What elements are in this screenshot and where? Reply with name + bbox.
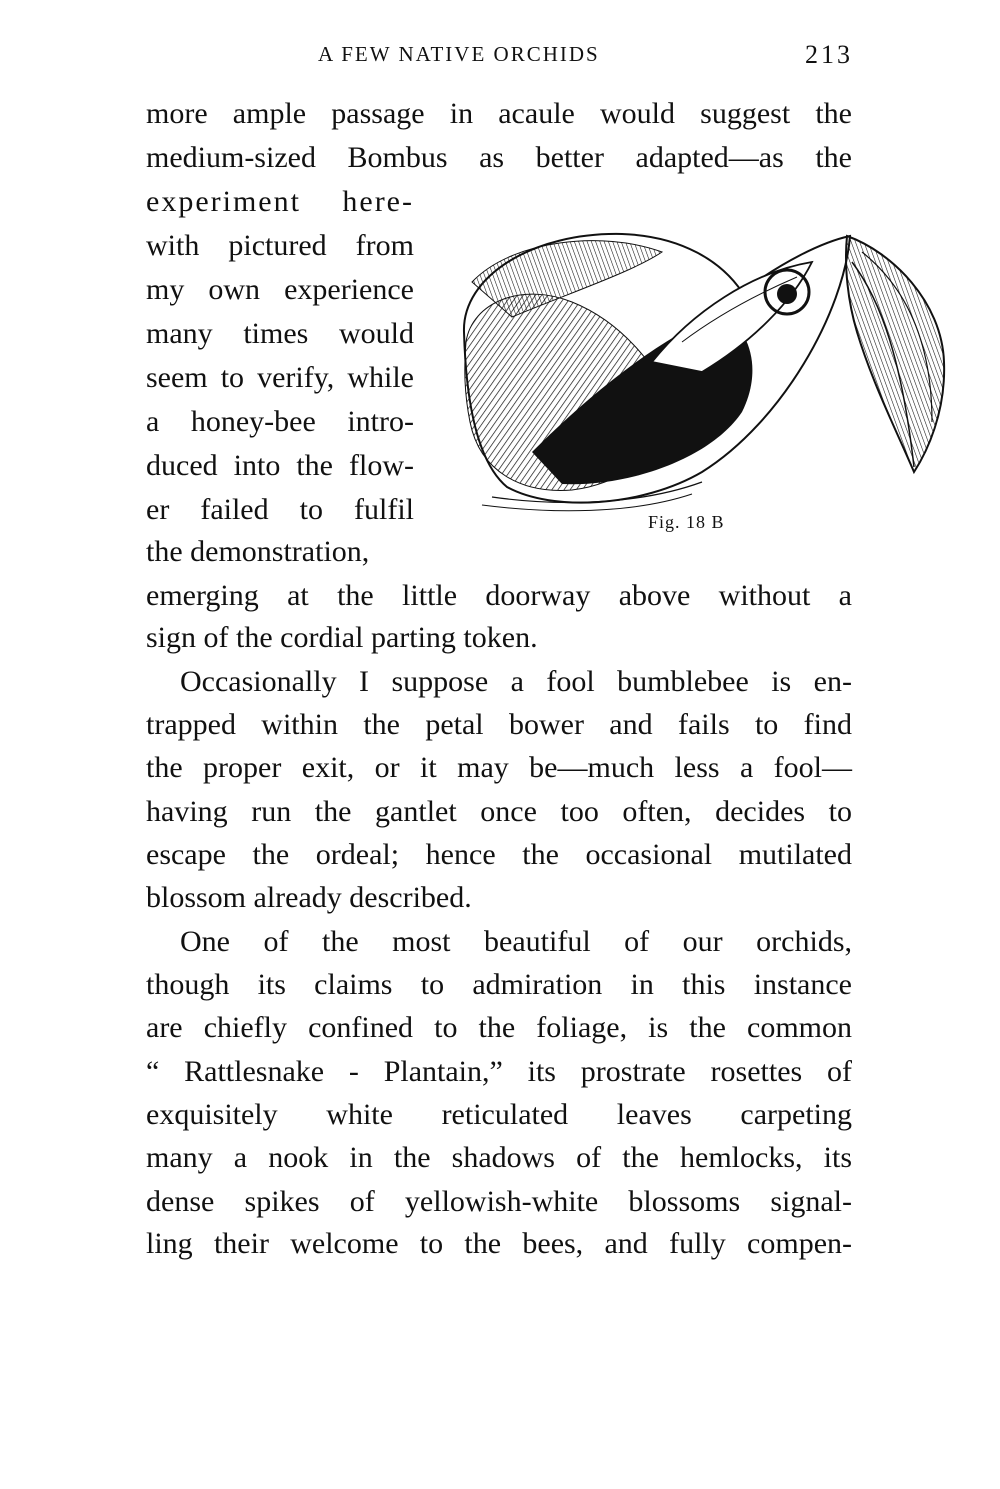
text-line: sign of the cordial parting token.: [146, 621, 538, 654]
text-line: are chiefly confined to the foliage, is the common: [146, 1011, 852, 1044]
orchid-bee-illustration-drawing: [452, 222, 952, 522]
text-line: though its claims to admiration in this instance: [146, 968, 852, 1001]
text-line: more ample passage in acaule would suggest the: [146, 97, 852, 130]
text-line: my own experience: [146, 273, 414, 306]
text-line: the demonstration,: [146, 535, 370, 568]
figure-caption: Fig. 18 B: [648, 512, 725, 532]
text-line: having run the gantlet once too often, decides to: [146, 795, 852, 828]
text-line: with pictured from: [146, 229, 414, 262]
text-line: er failed to fulfil: [146, 493, 414, 526]
text-line: seem to verify, while: [146, 361, 414, 394]
text-line: experiment here-: [146, 185, 414, 218]
page-number: 213: [805, 40, 853, 69]
text-line: many a nook in the shadows of the hemlocks, its: [146, 1141, 852, 1174]
text-line: “ Rattlesnake - Plantain,” its prostrate rosettes of: [146, 1055, 852, 1088]
text-line: Occasionally I suppose a fool bumblebee is en-: [180, 665, 852, 698]
text-line: a honey-bee intro-: [146, 405, 414, 438]
running-header: [0, 40, 1000, 80]
text-line: trapped within the petal bower and fails to find: [146, 708, 852, 741]
text-line: escape the ordeal; hence the occasional mutilated: [146, 838, 852, 871]
text-line: exquisitely white reticulated leaves carpeting: [146, 1098, 852, 1131]
text-line: the proper exit, or it may be—much less a fool—: [146, 751, 852, 784]
text-line: ling their welcome to the bees, and fully compen-: [146, 1227, 852, 1260]
running-title: A FEW NATIVE ORCHIDS: [318, 42, 600, 66]
text-line: dense spikes of yellowish-white blossoms signal-: [146, 1185, 852, 1218]
text-line: emerging at the little doorway above without a: [146, 579, 852, 612]
text-line: many times would: [146, 317, 414, 350]
text-line: medium-sized Bombus as better adapted—as the: [146, 141, 852, 174]
text-line: blossom already described.: [146, 881, 472, 914]
text-line: duced into the flow-: [146, 449, 414, 482]
text-line: One of the most beautiful of our orchids,: [180, 925, 852, 958]
orchid-bee-illustration: [452, 222, 952, 522]
